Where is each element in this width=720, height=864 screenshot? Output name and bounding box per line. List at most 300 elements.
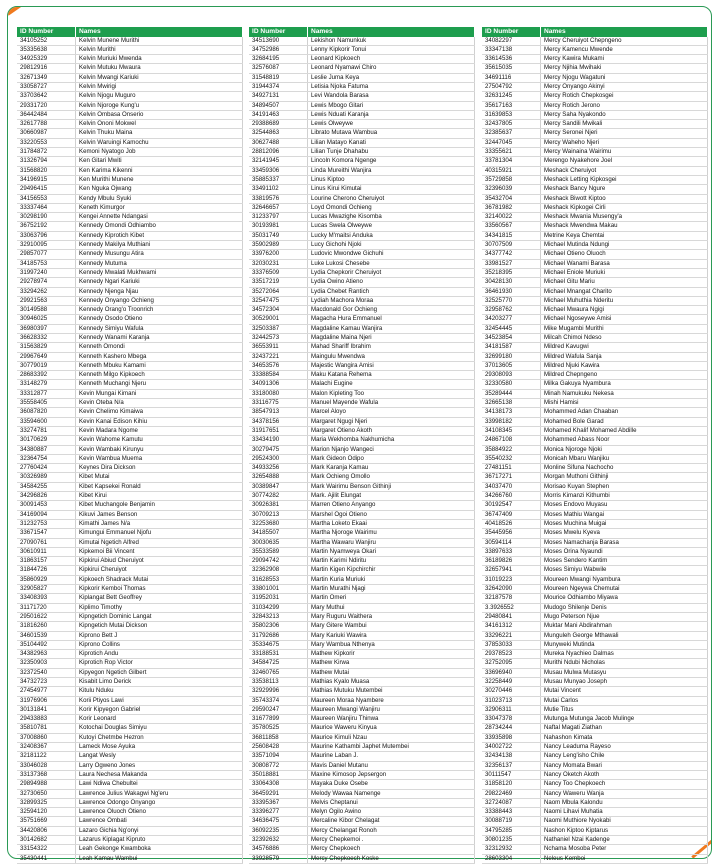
table-row xyxy=(482,705,708,714)
table-row xyxy=(482,445,708,454)
name-cell: Mourice Odhiambo Miyawa xyxy=(541,594,708,603)
id-number-cell: 34601539 xyxy=(17,631,76,640)
name-cell: Mathias Mutuku Mutembei xyxy=(308,687,475,696)
table-row xyxy=(482,538,708,547)
table-row xyxy=(249,585,475,594)
table-row xyxy=(249,231,475,240)
id-number-cell: 31326794 xyxy=(17,157,76,166)
id-number-cell: 32356137 xyxy=(482,761,541,770)
name-cell: Korir Kipyegon Gabriel xyxy=(76,705,243,714)
table-row xyxy=(482,566,708,575)
table-row xyxy=(17,622,243,631)
id-number-cell: 34196915 xyxy=(17,175,76,184)
table-row xyxy=(17,659,243,668)
table-row xyxy=(17,110,243,119)
name-cell: Marshel Ogoi Otieno xyxy=(308,510,475,519)
id-number-cell: 33935898 xyxy=(482,733,541,742)
id-number-cell: 36459291 xyxy=(249,789,308,798)
table-row xyxy=(249,287,475,296)
id-number-cell: 27454977 xyxy=(17,687,76,696)
id-number-cell: 32460765 xyxy=(249,668,308,677)
name-cell: Lucy Gichohi Njoki xyxy=(308,241,475,250)
id-number-cell: 34156553 xyxy=(17,194,76,203)
name-cell: Milcah Chimoi Ndeso xyxy=(541,334,708,343)
id-number-cell: 32258449 xyxy=(482,677,541,686)
table-row xyxy=(17,668,243,677)
table-row xyxy=(482,464,708,473)
id-number-cell: 30149588 xyxy=(17,306,76,315)
name-cell: Kennedy Musungu Atira xyxy=(76,250,243,259)
table-row xyxy=(482,315,708,324)
table-row xyxy=(17,278,243,287)
name-cell: Kennedy Njenga Njau xyxy=(76,287,243,296)
id-number-cell: 32396039 xyxy=(482,185,541,194)
table-row xyxy=(17,175,243,184)
name-cell: Marcel Aloyo xyxy=(308,408,475,417)
table-row xyxy=(249,278,475,287)
table-row xyxy=(482,399,708,408)
id-number-cell: 35810781 xyxy=(17,724,76,733)
name-cell: Kemoni Nyatogo Job xyxy=(76,148,243,157)
id-number-cell: 31568820 xyxy=(17,166,76,175)
table-row xyxy=(249,482,475,491)
id-number-cell: 32671349 xyxy=(17,73,76,82)
id-number-cell: 30801235 xyxy=(482,836,541,845)
table-row xyxy=(17,780,243,789)
id-number-cell: 35884922 xyxy=(482,445,541,454)
id-number-cell: 32752095 xyxy=(482,659,541,668)
name-cell: Kitulu Nduku xyxy=(76,687,243,696)
name-cell: Kennedy Osodo Otieno xyxy=(76,315,243,324)
id-number-cell: 35430441 xyxy=(17,854,76,863)
name-cell: Mercy Saha Nyakondo xyxy=(541,110,708,119)
name-cell: Mohamed Khalif Mohamed Abdille xyxy=(541,426,708,435)
table-row xyxy=(17,464,243,473)
table-row xyxy=(17,547,243,556)
id-number-cell: 33781304 xyxy=(482,157,541,166)
table-row xyxy=(249,845,475,854)
name-cell: Leah Kamau Wambui xyxy=(76,854,243,863)
table-row xyxy=(249,743,475,752)
id-number-cell: 33696940 xyxy=(482,668,541,677)
id-number-cell: 30192547 xyxy=(482,501,541,510)
name-cell: Lekishon Namunkuk xyxy=(308,37,475,46)
table-row xyxy=(482,529,708,538)
name-cell: Kipkirui Abiud Cheruiyot xyxy=(76,557,243,566)
name-cell: Ken Nguka Ojwang xyxy=(76,185,243,194)
id-number-cell: 32187578 xyxy=(482,594,541,603)
table-row xyxy=(17,650,243,659)
name-cell: Mercy Cheruiyot Chepngeno xyxy=(541,37,708,46)
id-number-cell: 30926381 xyxy=(249,501,308,510)
table-row xyxy=(482,454,708,463)
id-number-cell: 34513690 xyxy=(249,37,308,46)
id-number-cell: 34138173 xyxy=(482,408,541,417)
name-cell: Naom Mbula Kalondu xyxy=(541,798,708,807)
table-row xyxy=(482,696,708,705)
name-cell: Kutoyi Chetmbe Hezron xyxy=(76,733,243,742)
table-row xyxy=(482,157,708,166)
name-cell: Kiprono Collins xyxy=(76,640,243,649)
registry-column-3 xyxy=(482,27,708,864)
id-number-cell: 35272064 xyxy=(249,287,308,296)
table-row xyxy=(17,482,243,491)
table-row xyxy=(482,45,708,54)
name-cell: Meshack Cheruiyot xyxy=(541,166,708,175)
name-cell: Kennedy Mwalati Mukhwami xyxy=(76,268,243,277)
table-row xyxy=(17,82,243,91)
table-row xyxy=(482,426,708,435)
name-cell: Moses Endovo Muyasu xyxy=(541,501,708,510)
id-number-cell: 32392632 xyxy=(249,836,308,845)
table-row xyxy=(482,110,708,119)
table-row xyxy=(249,37,475,46)
table-row xyxy=(249,677,475,686)
name-cell: Kevin Wambaki Kirunyu xyxy=(76,445,243,454)
name-cell: Melyn Ogilo Awino xyxy=(308,808,475,817)
id-number-cell: 33998182 xyxy=(482,417,541,426)
name-cell: Mayaka Duke Osebe xyxy=(308,780,475,789)
id-number-cell: 40418526 xyxy=(482,519,541,528)
id-number-cell: 28683392 xyxy=(17,371,76,380)
id-names-table xyxy=(17,27,243,864)
name-cell: Michael Eniole Muriuki xyxy=(541,268,708,277)
table-row xyxy=(249,352,475,361)
name-cell: Kevin Kanai Edison Kihiu xyxy=(76,417,243,426)
name-cell: Levi Wandola Barasa xyxy=(308,92,475,101)
id-number-cell: 32730650 xyxy=(17,789,76,798)
id-number-cell: 30270446 xyxy=(482,687,541,696)
name-cell: Majestic Wangira Amisi xyxy=(308,361,475,370)
table-row xyxy=(482,380,708,389)
name-cell: Mary Ruguru Waithera xyxy=(308,612,475,621)
name-cell: Mathew Kirwa xyxy=(308,659,475,668)
id-number-cell: 30030635 xyxy=(249,538,308,547)
id-number-cell: 36189826 xyxy=(482,557,541,566)
table-row xyxy=(17,64,243,73)
id-number-cell: 35743374 xyxy=(249,696,308,705)
id-number-cell: 29094742 xyxy=(249,557,308,566)
id-number-cell: 35802306 xyxy=(249,622,308,631)
table-row xyxy=(249,612,475,621)
id-number-cell: 31639853 xyxy=(482,110,541,119)
name-cell: Keynes Dira Dickson xyxy=(76,464,243,473)
id-number-cell: 36980397 xyxy=(17,324,76,333)
name-cell: Musau Mulwa Mutasyu xyxy=(541,668,708,677)
table-row xyxy=(482,752,708,761)
id-number-cell: 33047378 xyxy=(482,715,541,724)
id-number-cell: 31019223 xyxy=(482,575,541,584)
table-row xyxy=(482,743,708,752)
name-cell: Kevin Wambua Muema xyxy=(76,454,243,463)
name-cell: Mercy Njihia Mwihaki xyxy=(541,64,708,73)
name-cell: Monline Sifuna Nachocho xyxy=(541,464,708,473)
name-cell: Martha Wawaru Wanjiru xyxy=(308,538,475,547)
id-number-cell: 32654888 xyxy=(249,473,308,482)
name-cell: Kibet Kirui xyxy=(76,492,243,501)
id-number-cell: 30774282 xyxy=(249,492,308,501)
name-cell: Moses Mathiu Wangai xyxy=(541,510,708,519)
id-number-cell: 32141945 xyxy=(249,157,308,166)
id-number-cell: 29378523 xyxy=(482,650,541,659)
id-number-cell: 35615035 xyxy=(482,64,541,73)
id-number-cell: 32905827 xyxy=(17,585,76,594)
name-cell: Mercy Chepkoech Koske xyxy=(308,854,475,863)
id-number-cell: 28734244 xyxy=(482,724,541,733)
id-number-cell: 29822469 xyxy=(482,789,541,798)
name-cell: Korir Leonard xyxy=(76,715,243,724)
name-cell: Kibet Mutai xyxy=(76,473,243,482)
name-cell: Kibet Muchangole Benjamin xyxy=(76,501,243,510)
name-cell: Linda Mureithi Wanjira xyxy=(308,166,475,175)
table-row xyxy=(249,148,475,157)
name-cell: Mercy Njogu Wagatuni xyxy=(541,73,708,82)
id-number-cell: 33801001 xyxy=(249,585,308,594)
id-number-cell: 31816260 xyxy=(17,622,76,631)
table-row xyxy=(17,445,243,454)
name-cell: Magacha Hura Emmanuel xyxy=(308,315,475,324)
name-cell: Manuel Mayende Wafula xyxy=(308,399,475,408)
name-cell: Linus Kiptoo xyxy=(308,175,475,184)
id-number-header: ID Number xyxy=(17,27,76,37)
table-row xyxy=(17,640,243,649)
name-cell: Nancy Waweru Wanja xyxy=(541,789,708,798)
table-row xyxy=(482,612,708,621)
name-cell: Muktar Mani Abdirahman xyxy=(541,622,708,631)
table-row xyxy=(249,529,475,538)
id-number-cell: 30326989 xyxy=(17,473,76,482)
table-row xyxy=(482,622,708,631)
name-cell: Meshack Kipkogei Cirli xyxy=(541,203,708,212)
id-number-cell: 30088719 xyxy=(482,817,541,826)
name-cell: Mathias Kyalo Muasa xyxy=(308,677,475,686)
name-cell: Kibet Kapsekei Ronald xyxy=(76,482,243,491)
name-cell: Nancy Leng'isho Chile xyxy=(541,752,708,761)
name-cell: Luke Lukosi Chesebe xyxy=(308,259,475,268)
table-row xyxy=(249,492,475,501)
name-cell: Mercy Rotich Jerono xyxy=(541,101,708,110)
name-cell: Michael Mutinda Ndungi xyxy=(541,241,708,250)
id-number-cell: 32642090 xyxy=(482,585,541,594)
table-row xyxy=(17,166,243,175)
name-cell: Kenneth Mbuku Kamami xyxy=(76,361,243,370)
table-row xyxy=(17,250,243,259)
name-cell: Lydia Chepkorir Cheruiyot xyxy=(308,268,475,277)
table-row xyxy=(249,519,475,528)
name-cell: Kelvin Murithi xyxy=(76,45,243,54)
id-number-cell: 30779019 xyxy=(17,361,76,370)
name-cell: Kelvin Mwangi Kariuki xyxy=(76,73,243,82)
name-cell: Kimungui Emmanuel Njofu xyxy=(76,529,243,538)
name-cell: Kimathi James N/a xyxy=(76,519,243,528)
name-cell: Mercy Kamencu Mwende xyxy=(541,45,708,54)
id-number-cell: 34082297 xyxy=(482,37,541,46)
name-cell: Metrine Keya Chemtai xyxy=(541,231,708,240)
table-row xyxy=(249,780,475,789)
id-number-cell: 33274781 xyxy=(17,426,76,435)
name-cell: Murithi Ndubi Nicholas xyxy=(541,659,708,668)
table-row xyxy=(482,306,708,315)
table-row xyxy=(482,687,708,696)
id-number-cell: 36087820 xyxy=(17,408,76,417)
id-number-cell: 29967649 xyxy=(17,352,76,361)
id-number-cell: 32364754 xyxy=(17,454,76,463)
table-row xyxy=(249,259,475,268)
name-cell: Mark Karanja Kamau xyxy=(308,464,475,473)
id-number-cell: 35780525 xyxy=(249,724,308,733)
id-number-cell: 35885337 xyxy=(249,175,308,184)
id-number-cell: 35860929 xyxy=(17,575,76,584)
name-cell: Lourine Cherono Cheruiyot xyxy=(308,194,475,203)
id-number-cell: 32030231 xyxy=(249,259,308,268)
table-row xyxy=(17,854,243,863)
table-row xyxy=(249,659,475,668)
name-cell: Maureen Wanjiru Thinwa xyxy=(308,715,475,724)
name-cell: Maxine Kimosop Jepsergon xyxy=(308,770,475,779)
name-cell: Ken Gitari Mwiti xyxy=(76,157,243,166)
name-cell: Mathew Mutai xyxy=(308,668,475,677)
id-number-cell: 31863157 xyxy=(17,557,76,566)
name-cell: Lazarus Kiplagat Kipruto xyxy=(76,836,243,845)
table-row xyxy=(482,482,708,491)
table-row xyxy=(17,213,243,222)
table-row xyxy=(249,389,475,398)
id-number-cell: 30627488 xyxy=(249,138,308,147)
id-number-cell: 34185753 xyxy=(17,259,76,268)
id-number-cell: 35432704 xyxy=(482,194,541,203)
name-cell: Kennedy Kiprotich Kibet xyxy=(76,231,243,240)
name-cell: Mutai Carlos xyxy=(541,696,708,705)
table-row xyxy=(249,566,475,575)
id-number-cell: 38547913 xyxy=(249,408,308,417)
name-cell: Munyweki Mutinda xyxy=(541,640,708,649)
name-cell: Marren Otieno Anyango xyxy=(308,501,475,510)
table-row xyxy=(17,92,243,101)
table-row xyxy=(249,594,475,603)
table-row xyxy=(249,826,475,835)
id-number-cell: 34523854 xyxy=(482,334,541,343)
registry-column-2 xyxy=(249,27,475,864)
table-row xyxy=(17,733,243,742)
name-cell: Linus Kirui Kimutai xyxy=(308,185,475,194)
name-cell: Michael Wanami Barasa xyxy=(541,259,708,268)
name-cell: Kelvin Njogu Muguro xyxy=(76,92,243,101)
table-row xyxy=(482,417,708,426)
table-header-row xyxy=(249,27,475,37)
table-row xyxy=(249,464,475,473)
table-row xyxy=(17,361,243,370)
table-row xyxy=(17,612,243,621)
id-number-cell: 34377742 xyxy=(482,250,541,259)
id-number-cell: 32372540 xyxy=(17,668,76,677)
name-cell: Mutie Titus xyxy=(541,705,708,714)
table-row xyxy=(482,473,708,482)
name-cell: Minah Namukuku Nekesa xyxy=(541,389,708,398)
name-cell: Martin Murathi Njagi xyxy=(308,585,475,594)
id-number-cell: 33154322 xyxy=(17,845,76,854)
name-cell: Mathew Kipkorir xyxy=(308,650,475,659)
table-row xyxy=(17,157,243,166)
name-cell: Kengei Annette Ndangasi xyxy=(76,213,243,222)
table-row xyxy=(17,501,243,510)
name-cell: Mohamed Bole Garad xyxy=(541,417,708,426)
table-row xyxy=(17,519,243,528)
name-cell: Mercy Chepkemoi . xyxy=(308,836,475,845)
name-cell: Lenny Kipkorir Tonui xyxy=(308,45,475,54)
table-row xyxy=(17,492,243,501)
id-number-cell: 35218395 xyxy=(482,268,541,277)
id-number-cell: 34576886 xyxy=(249,845,308,854)
name-cell: Kennedy Wanami Karanja xyxy=(76,334,243,343)
table-row xyxy=(17,696,243,705)
id-number-cell: 31023713 xyxy=(482,696,541,705)
id-number-cell: 34933256 xyxy=(249,464,308,473)
table-row xyxy=(17,585,243,594)
name-cell: Mureka Nyachieo Dalmas xyxy=(541,650,708,659)
id-number-cell: 30946025 xyxy=(17,315,76,324)
id-number-cell: 29894988 xyxy=(17,780,76,789)
id-number-cell: 33517219 xyxy=(249,278,308,287)
table-row xyxy=(249,650,475,659)
id-number-cell: 35335638 xyxy=(17,45,76,54)
id-number-cell: 33671547 xyxy=(17,529,76,538)
name-cell: Laura Nechesa Makanda xyxy=(76,770,243,779)
table-row xyxy=(482,73,708,82)
name-cell: Kendy Mbulu Syuki xyxy=(76,194,243,203)
table-row xyxy=(17,120,243,129)
id-number-cell: 32454445 xyxy=(482,324,541,333)
id-number-cell: 33594600 xyxy=(17,417,76,426)
table-row xyxy=(17,55,243,64)
table-row xyxy=(17,426,243,435)
name-cell: Neleus Kemboi xyxy=(541,854,708,863)
name-cell: Nashon Kiptoo Kiptarus xyxy=(541,826,708,835)
name-cell: Martin Kigen Kipchirchir xyxy=(308,566,475,575)
id-number-cell: 32646657 xyxy=(249,203,308,212)
table-row xyxy=(249,241,475,250)
name-cell: Larry Ogweno Jones xyxy=(76,761,243,770)
id-number-cell: 33434190 xyxy=(249,436,308,445)
id-number-cell: 33819576 xyxy=(249,194,308,203)
table-row xyxy=(482,324,708,333)
table-row xyxy=(249,575,475,584)
id-number-cell: 33180080 xyxy=(249,389,308,398)
id-number-cell: 37008860 xyxy=(17,733,76,742)
table-row xyxy=(482,640,708,649)
id-number-cell: 35445956 xyxy=(482,529,541,538)
id-number-cell: 30610911 xyxy=(17,547,76,556)
table-row xyxy=(249,73,475,82)
id-number-cell: 29433883 xyxy=(17,715,76,724)
table-row xyxy=(249,55,475,64)
id-number-cell: 34380887 xyxy=(17,445,76,454)
id-number-cell: 32434138 xyxy=(482,752,541,761)
id-number-cell: 34894507 xyxy=(249,101,308,110)
name-cell: Nancy Momata Bwari xyxy=(541,761,708,770)
id-number-cell: 29388689 xyxy=(249,120,308,129)
table-row xyxy=(17,557,243,566)
table-row xyxy=(482,64,708,73)
id-number-cell: 34091306 xyxy=(249,380,308,389)
id-number-cell: 33396277 xyxy=(249,808,308,817)
name-cell: Kenneth Omondi xyxy=(76,343,243,352)
id-number-cell: 33614536 xyxy=(482,55,541,64)
id-number-cell: 32408367 xyxy=(17,743,76,752)
name-cell: Nancy Oketch Akoth xyxy=(541,770,708,779)
table-row xyxy=(482,659,708,668)
id-names-table xyxy=(249,27,475,864)
name-cell: Kevin Wahome Kamutu xyxy=(76,436,243,445)
